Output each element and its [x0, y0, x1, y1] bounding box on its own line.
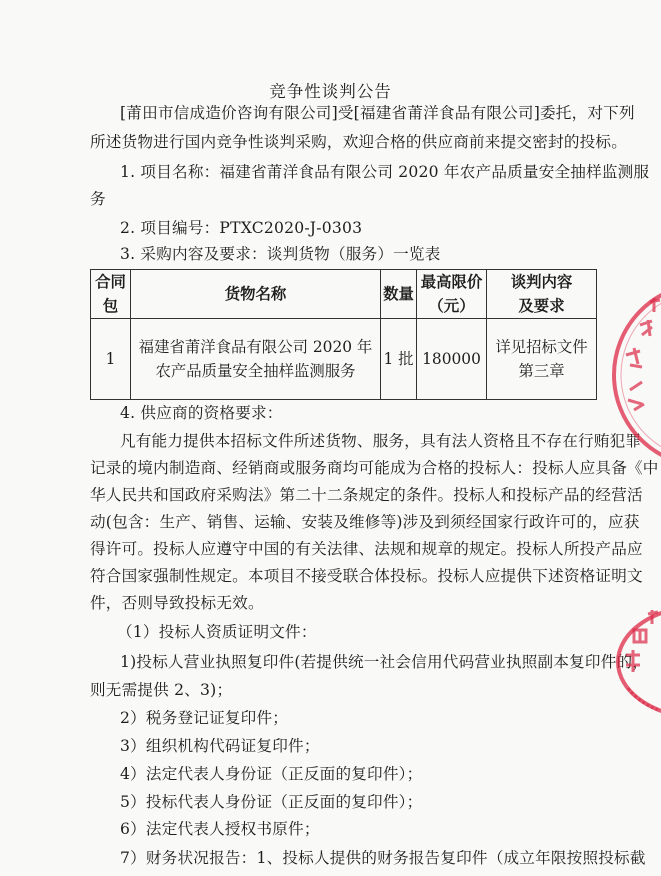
- doc-item: 则无需提供 2、3)；: [90, 681, 233, 699]
- doc-item: 3）组织机构代码证复印件；: [120, 737, 320, 755]
- goods-table: [90, 269, 597, 400]
- header-cell: 合同 包: [91, 270, 131, 319]
- item-2: 2. 项目编号：PTXC2020-J-0303: [120, 219, 363, 237]
- table-header-row: [91, 270, 597, 319]
- item-1-line: 务: [90, 190, 106, 208]
- company-seal-2: [612, 600, 661, 725]
- qualification-line: 得许可。投标人应遵守中国的有关法律、法规和规章的规定。投标人所投产品应: [90, 540, 643, 558]
- header-cell: 货物名称: [131, 270, 381, 319]
- qualification-line: 件，否则导致投标无效。: [90, 594, 264, 612]
- page-title: 竞争性谈判公告: [269, 82, 392, 101]
- qualification-line: 凡有能力提供本招标文件所述货物、服务，具有法人资格且不存在行贿犯罪: [120, 432, 642, 450]
- doc-item: 4）法定代表人身份证（正反面的复印件）；: [120, 765, 423, 783]
- table-cell: 1 批: [381, 319, 417, 400]
- table-cell: 1: [91, 319, 131, 400]
- doc-item: 6）法定代表人授权书原件；: [120, 820, 320, 838]
- qualification-line: 记录的境内制造商、经销商或服务商均可能成为合格的投标人：投标人应具备《中: [90, 459, 659, 477]
- table-row: [91, 319, 597, 400]
- docs-heading: （1）投标人资质证明文件：: [117, 623, 317, 641]
- item-4: 4. 供应商的资格要求：: [120, 404, 283, 422]
- table-cell: 详见招标文件 第三章: [487, 319, 597, 400]
- table-cell: 180000: [417, 319, 487, 400]
- company-seal-1: [600, 270, 661, 480]
- doc-item: 5）投标代表人身份证（正反面的复印件）；: [120, 793, 423, 811]
- doc-item: 1)投标人营业执照复印件(若提供统一社会信用代码营业执照副本复印件的，: [120, 653, 649, 671]
- doc-item: 7）财务状况报告：1、投标人提供的财务报告复印件（成立年限按照投标截: [120, 849, 646, 867]
- qualification-line: 符合国家强制性规定。本项目不接受联合体投标。投标人应提供下述资格证明文: [90, 567, 643, 585]
- item-1-line: 1. 项目名称：福建省莆洋食品有限公司 2020 年农产品质量安全抽样监测服: [120, 163, 650, 181]
- intro-line: 所述货物进行国内竞争性谈判采购，欢迎合格的供应商前来提交密封的投标。: [90, 133, 627, 151]
- qualification-line: 华人民共和国政府采购法》第二十二条规定的条件。投标人和投标产品的经营活: [90, 486, 643, 504]
- doc-item: 2）税务登记证复印件；: [120, 709, 289, 727]
- header-cell: 最高限价 （元）: [417, 270, 487, 319]
- item-3: 3. 采购内容及要求：谈判货物（服务）一览表: [120, 245, 441, 263]
- intro-line: [莆田市信成造价咨询有限公司]受[福建省莆洋食品有限公司]委托，对下列: [120, 104, 635, 122]
- table-cell: 福建省莆洋食品有限公司 2020 年 农产品质量安全抽样监测服务: [131, 319, 381, 400]
- header-cell: 谈判内容 及要求: [487, 270, 597, 319]
- qualification-line: 动(包含：生产、销售、运输、安装及维修等)涉及到须经国家行政许可的，应获: [90, 513, 640, 531]
- header-cell: 数量: [381, 270, 417, 319]
